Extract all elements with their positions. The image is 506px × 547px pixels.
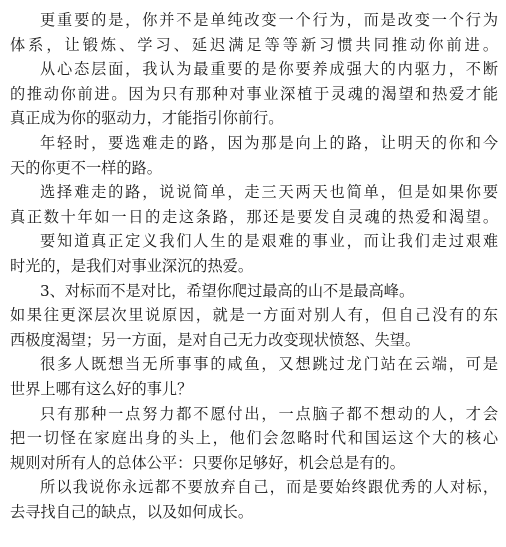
text-line-18: 把一切怪在家庭出身的头上，他们会忽略时代和国运这个大的核心 (10, 429, 498, 448)
text-line-8: 选择难走的路，说说简单，走三天两天也简单，但是如果你要 (40, 183, 498, 202)
text-line-17: 只有那种一点努力都不愿付出，一点脑子都不想动的人，才会 (40, 404, 498, 423)
text-line-2: 体系，让锻炼、学习、延迟满足等等新习惯共同推动你前进。 (10, 35, 498, 54)
text-line-14: 西极度渴望；另一方面，是对自己无力改变现状愤怒、失望。 (10, 330, 421, 349)
text-line-1: 更重要的是，你并不是单纯改变一个行为，而是改变一个行为 (40, 11, 498, 29)
text-line-11: 时光的，是我们对事业深沉的热爱。 (10, 256, 253, 275)
text-line-7: 天的你更不一样的路。 (10, 158, 162, 177)
text-line-15: 很多人既想当无所事事的咸鱼，又想跳过龙门站在云端，可是 (40, 355, 498, 374)
text-line-6: 年轻时，要选难走的路，因为那是向上的路，让明天的你和今 (40, 133, 498, 152)
text-line-3: 从心态层面，我认为最重要的是你要养成强大的内驱力，不断 (40, 60, 498, 79)
text-line-10: 要知道真正定义我们人生的是艰难的事业，而让我们走过艰难 (40, 232, 498, 251)
text-line-13: 如果往更深层次里说原因，就是一方面对别人有，但自己没有的东 (10, 306, 498, 325)
text-line-9: 真正数十年如一日的走这条路，那还是要发自灵魂的热爱和渴望。 (10, 207, 498, 226)
text-line-4: 的推动你前进。因为只有那种对事业深植于灵魂的渴望和热爱才能 (10, 84, 498, 103)
text-line-21: 去寻找自己的缺点，以及如何成长。 (10, 502, 253, 521)
text-line-12: 3、对标而不是对比，希望你爬过最高的山不是最高峰。 (40, 281, 415, 300)
text-line-16: 世界上哪有这么好的事儿？ (10, 379, 193, 398)
text-line-5: 真正成为你的驱动力，才能指引你前行。 (10, 109, 284, 128)
text-line-20: 所以我说你永远都不要放弃自己，而是要始终跟优秀的人对标， (40, 478, 498, 497)
text-line-19: 规则对所有人的总体公平：只要你足够好，机会总是有的。 (10, 453, 405, 472)
